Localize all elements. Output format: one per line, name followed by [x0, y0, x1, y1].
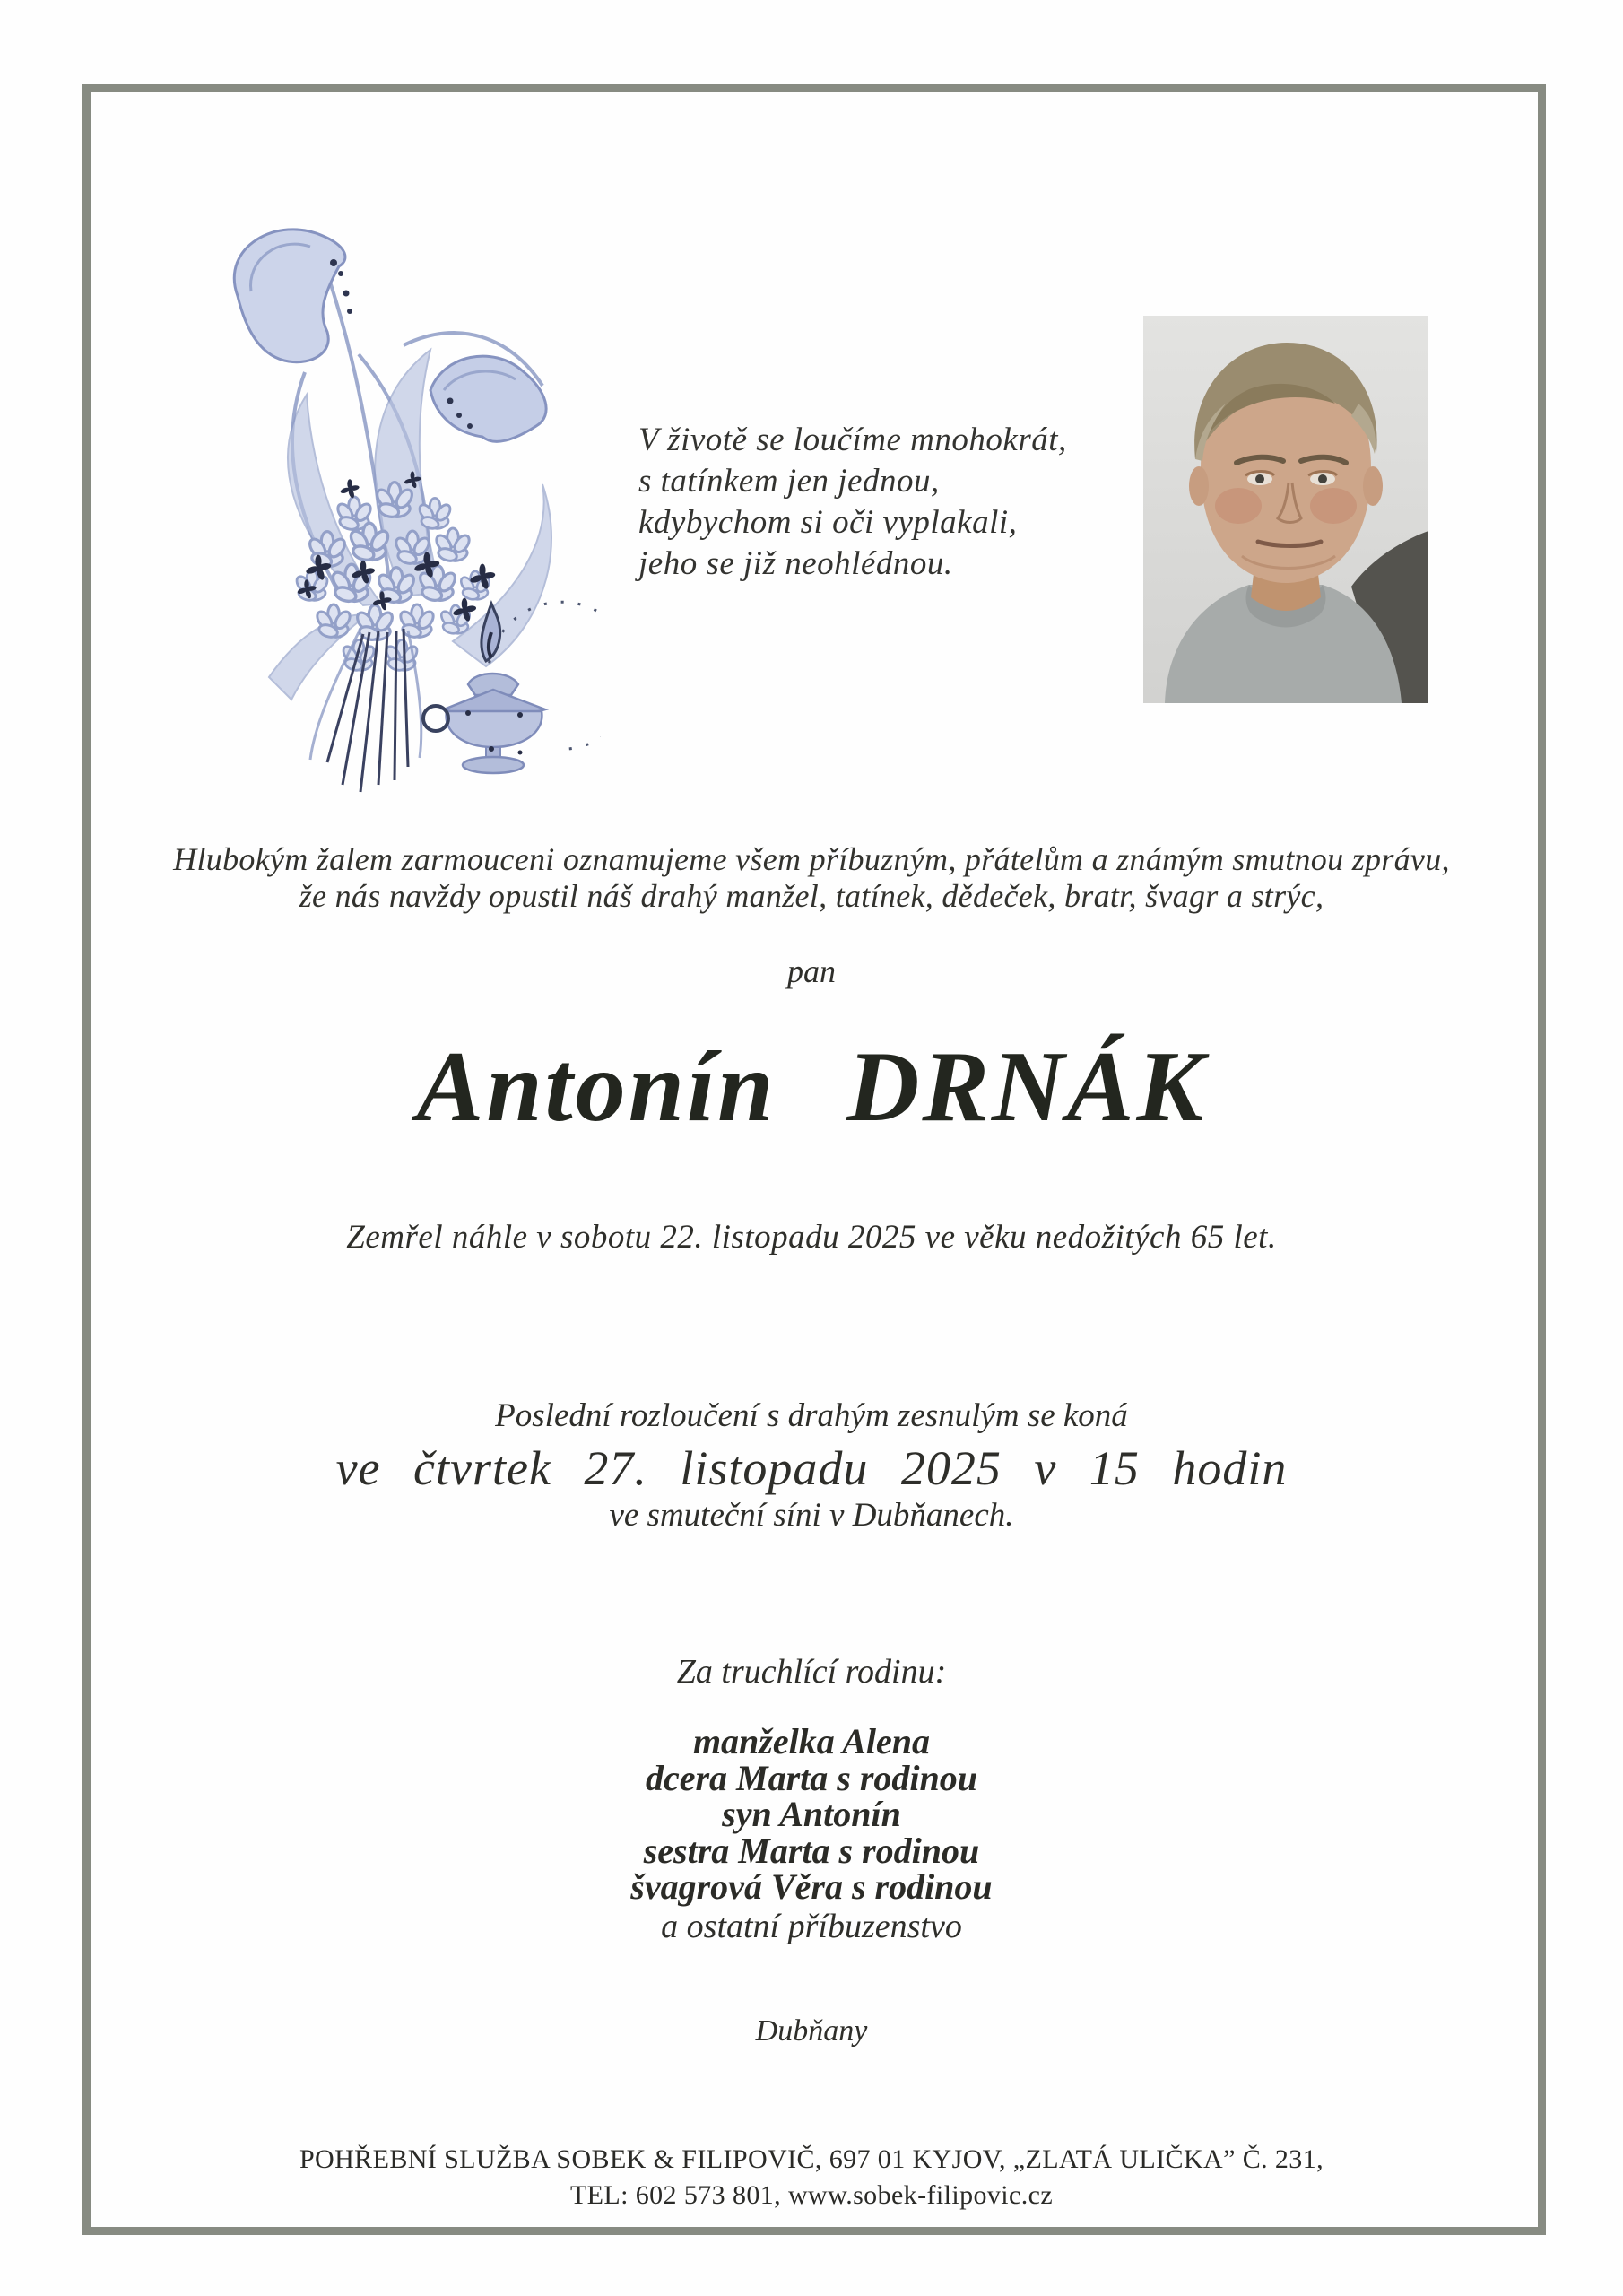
poem-line: V životě se loučíme mnohokrát,	[638, 422, 1067, 458]
portrait-photo-of-deceased	[1143, 316, 1428, 703]
announcement-line-2: že nás navždy opustil náš drahý manžel, tatínek, dědeček, bratr, švagr a strýc,	[299, 878, 1324, 914]
family-member: švagrová Věra s rodinou	[630, 1866, 993, 1907]
deceased-name: Antonín DRNÁK	[416, 1031, 1207, 1143]
family-member: manželka Alena	[692, 1721, 931, 1761]
family-members-list	[0, 1721, 1623, 1907]
poem-block	[638, 420, 1067, 585]
poem-line: kdybychom si oči vyplakali,	[638, 504, 1018, 541]
place-name: Dubňany	[755, 2014, 868, 2048]
footer-line-1: POHŘEBNÍ SLUŽBA SOBEK & FILIPOVIČ, 697 01 KYJOV, „ZLATÁ ULIČKA” Č. 231,	[299, 2144, 1324, 2174]
funeral-line-1: Poslední rozloučení s drahým zesnulým se koná	[495, 1397, 1128, 1434]
family-closing: a ostatní příbuzenstvo	[661, 1908, 962, 1945]
death-notice-line: Zemřel náhle v sobotu 22. listopadu 2025 ve věku nedožitých 65 let.	[346, 1219, 1277, 1256]
announcement-line-1: Hlubokým žalem zarmouceni oznamujeme všem příbuzným, přátelům a známým smutnou zprávu,	[173, 841, 1450, 877]
family-member: dcera Marta s rodinou	[645, 1757, 978, 1798]
family-member: sestra Marta s rodinou	[643, 1830, 980, 1871]
family-heading: Za truchlící rodinu:	[676, 1653, 947, 1691]
funeral-service-footer	[0, 2142, 1623, 2213]
funeral-date-time: ve čtvrtek 27. listopadu 2025 v 15 hodin	[335, 1441, 1288, 1495]
title-prefix: pan	[787, 953, 836, 989]
footer-line-2: TEL: 602 573 801, www.sobek-filipovic.cz	[569, 2180, 1054, 2210]
announcement-block	[0, 841, 1623, 915]
funeral-location: ve smuteční síni v Dubňanech.	[609, 1497, 1014, 1534]
family-member: syn Antonín	[722, 1794, 901, 1834]
funeral-info-block	[0, 1397, 1623, 1535]
poem-line: s tatínkem jen jednou,	[638, 463, 940, 500]
poem-line: jeho se již neohlédnou.	[638, 545, 953, 582]
calla-lily-bouquet-with-oil-lamp-icon	[135, 211, 601, 803]
